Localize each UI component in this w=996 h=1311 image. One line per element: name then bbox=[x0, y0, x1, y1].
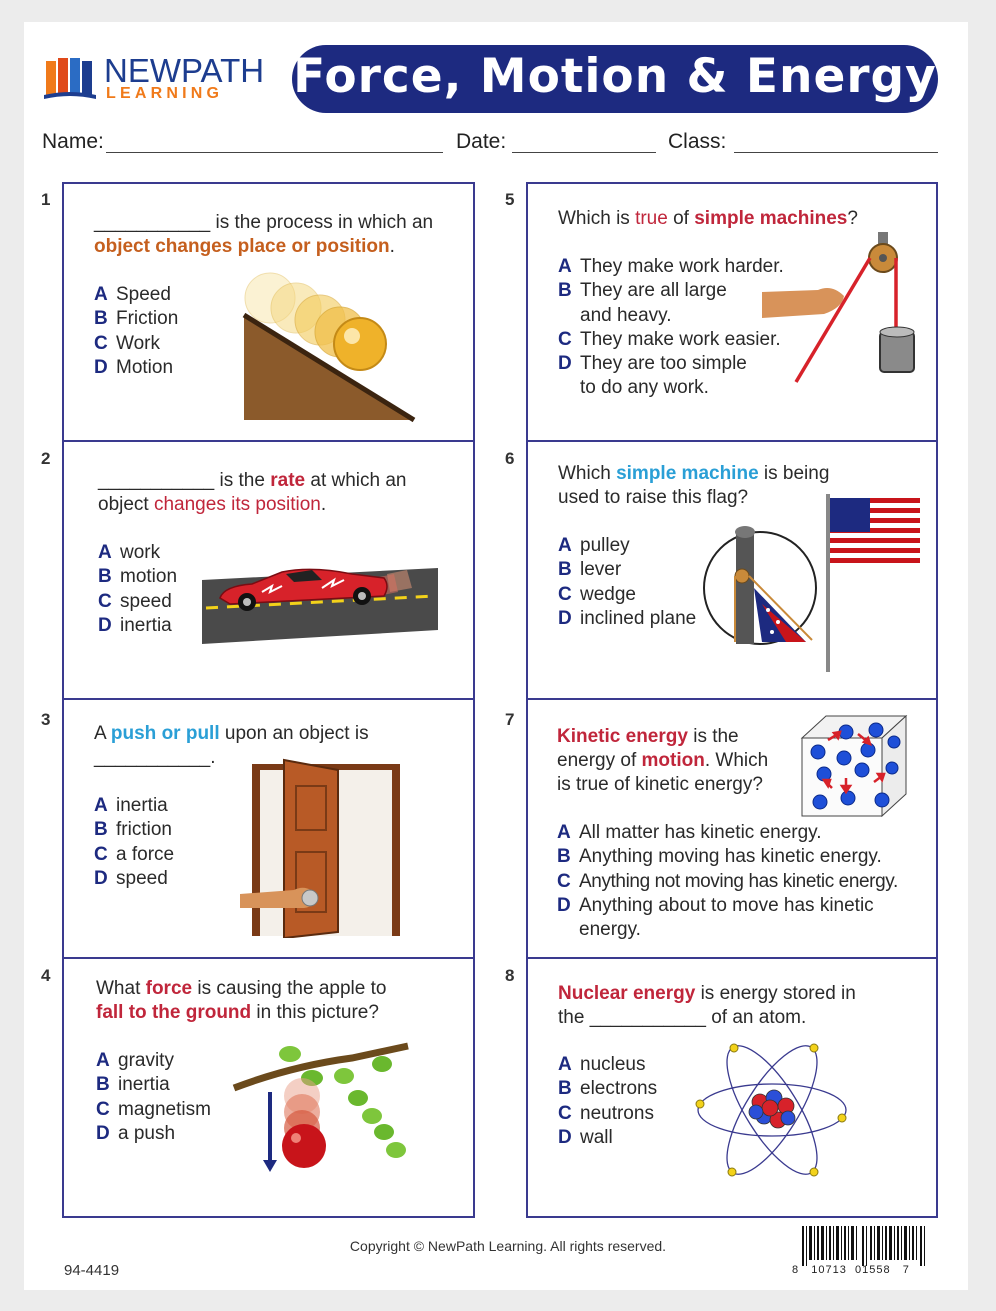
answer-option[interactable] bbox=[558, 583, 696, 607]
option-letter: A bbox=[94, 795, 108, 816]
question-text-part: is the bbox=[687, 726, 739, 747]
option-text: pulley bbox=[580, 535, 630, 556]
question-text-part: A bbox=[94, 723, 111, 744]
newpath-logo bbox=[44, 52, 274, 105]
question-number: 3 bbox=[41, 710, 51, 729]
question-text-part: the bbox=[558, 1007, 590, 1028]
question-text-part: is energy stored in bbox=[695, 983, 856, 1004]
option-text: Anything moving has kinetic energy. bbox=[579, 846, 882, 868]
question-text-part: ? bbox=[847, 208, 858, 229]
option-letter: B bbox=[94, 308, 108, 330]
flag-pulley-illustration bbox=[702, 492, 924, 674]
answer-option[interactable] bbox=[558, 1102, 657, 1126]
option-letter: A bbox=[558, 535, 572, 556]
option-letter: A bbox=[96, 1050, 110, 1071]
answer-option[interactable] bbox=[94, 332, 178, 356]
answer-options bbox=[558, 534, 696, 631]
option-text: speed bbox=[116, 867, 168, 889]
question-text bbox=[558, 982, 856, 1030]
answer-option[interactable] bbox=[94, 794, 174, 818]
option-letter: D bbox=[94, 356, 108, 378]
question-number: 1 bbox=[41, 190, 51, 209]
grid-line bbox=[526, 957, 938, 959]
answer-option[interactable] bbox=[94, 307, 178, 331]
grid-line bbox=[526, 698, 938, 700]
answer-option[interactable] bbox=[557, 870, 898, 894]
question-text bbox=[557, 725, 768, 797]
answer-option[interactable] bbox=[557, 894, 898, 943]
book-logo-icon bbox=[44, 55, 96, 101]
question-number: 6 bbox=[505, 449, 515, 468]
answer-option[interactable] bbox=[558, 1077, 657, 1101]
answer-blank: ___________ bbox=[94, 212, 211, 233]
question-text-part: of bbox=[667, 208, 695, 229]
option-text: All matter has kinetic energy. bbox=[579, 822, 822, 843]
option-letter: B bbox=[96, 1074, 110, 1096]
option-letter: D bbox=[558, 607, 572, 629]
question-keyword: object changes place or position bbox=[94, 236, 390, 257]
option-text: They are all large bbox=[580, 280, 727, 302]
option-text: They make work easier. bbox=[580, 328, 781, 350]
answer-option[interactable] bbox=[557, 821, 898, 845]
option-text: lever bbox=[580, 559, 622, 581]
date-label: Date: bbox=[456, 130, 507, 153]
answer-options bbox=[557, 821, 898, 942]
option-text: inertia bbox=[120, 614, 172, 636]
question-keyword: simple machines bbox=[694, 208, 848, 229]
question-text-part: used to raise this flag? bbox=[558, 487, 749, 508]
option-text: wedge bbox=[580, 583, 636, 605]
question-number: 7 bbox=[505, 710, 515, 729]
option-text: gravity bbox=[118, 1050, 174, 1071]
answer-option[interactable] bbox=[558, 607, 696, 631]
option-text: nucleus bbox=[580, 1054, 646, 1075]
answer-option[interactable] bbox=[94, 283, 178, 307]
grid-line bbox=[526, 182, 938, 184]
answer-option[interactable] bbox=[558, 352, 784, 401]
grid-line bbox=[62, 440, 475, 442]
question-text-part: What bbox=[96, 978, 146, 999]
barcode-digit: 7 bbox=[902, 1264, 910, 1276]
option-letter: C bbox=[98, 590, 112, 612]
moving-particles-cube-illustration bbox=[798, 712, 910, 820]
answer-option[interactable] bbox=[558, 1126, 657, 1150]
question-text-part: . bbox=[320, 494, 327, 515]
answer-option[interactable] bbox=[94, 867, 174, 891]
answer-options bbox=[94, 794, 174, 891]
question-keyword: fall to the ground bbox=[96, 1002, 252, 1023]
barcode-digits: 01558 bbox=[855, 1264, 891, 1276]
option-letter: C bbox=[558, 328, 572, 350]
option-letter: B bbox=[558, 1078, 572, 1100]
answer-option[interactable] bbox=[96, 1122, 211, 1146]
option-text: a force bbox=[116, 843, 175, 865]
option-text-continued: and heavy. bbox=[580, 304, 672, 326]
grid-line bbox=[62, 957, 475, 959]
product-code: 94-4419 bbox=[64, 1262, 120, 1279]
option-letter: C bbox=[96, 1098, 110, 1120]
answer-options bbox=[96, 1049, 211, 1146]
falling-apple-illustration bbox=[232, 1036, 412, 1174]
question-keyword: Nuclear energy bbox=[558, 983, 696, 1004]
question-text-part: is being bbox=[758, 463, 830, 484]
question-text-part: Which bbox=[558, 463, 617, 484]
answer-option[interactable] bbox=[96, 1073, 211, 1097]
option-letter: C bbox=[94, 332, 108, 354]
answer-blank: ___________ bbox=[589, 1007, 706, 1028]
question-text bbox=[96, 977, 386, 1025]
answer-option[interactable] bbox=[96, 1098, 211, 1122]
title-banner bbox=[292, 45, 938, 113]
answer-option[interactable] bbox=[558, 534, 696, 558]
option-letter: D bbox=[558, 353, 572, 375]
question-text-part: is true of kinetic energy? bbox=[557, 774, 763, 795]
logo-text-newpath: NEWPATH bbox=[104, 52, 265, 89]
option-text: work bbox=[120, 542, 161, 563]
question-keyword: rate bbox=[270, 470, 306, 491]
option-text: electrons bbox=[580, 1078, 658, 1100]
option-letter: C bbox=[557, 870, 571, 892]
answer-options bbox=[94, 283, 178, 380]
page-title: Force, Motion & Energy bbox=[293, 49, 937, 104]
answer-option[interactable] bbox=[98, 565, 177, 589]
grid-line bbox=[62, 1216, 475, 1218]
question-keyword: true bbox=[635, 208, 668, 229]
name-field[interactable] bbox=[106, 152, 443, 153]
grid-line bbox=[936, 182, 938, 1218]
grid-line bbox=[62, 698, 475, 700]
answer-option[interactable] bbox=[94, 818, 174, 842]
student-info-row bbox=[0, 128, 996, 158]
option-letter: B bbox=[558, 280, 572, 302]
option-text: a push bbox=[118, 1122, 176, 1144]
grid-line bbox=[473, 182, 475, 1218]
question-number: 2 bbox=[41, 449, 51, 468]
answer-option[interactable] bbox=[557, 845, 898, 869]
question-text-part: . Which bbox=[704, 750, 769, 771]
option-text: Anything about to move has kinetic bbox=[579, 894, 874, 916]
option-letter: D bbox=[96, 1122, 110, 1144]
question-keyword: changes its position bbox=[153, 494, 321, 515]
question-keyword: motion bbox=[641, 750, 705, 771]
grid-line bbox=[526, 182, 528, 1218]
option-text: motion bbox=[120, 566, 178, 588]
class-label: Class: bbox=[668, 130, 727, 153]
option-letter: D bbox=[98, 614, 112, 636]
option-text: Motion bbox=[116, 356, 174, 378]
us-flag-icon bbox=[830, 498, 920, 564]
barcode-digit: 8 bbox=[792, 1264, 800, 1276]
question-text-part: upon an object is bbox=[219, 723, 369, 744]
option-letter: B bbox=[94, 819, 108, 841]
option-letter: C bbox=[558, 1102, 572, 1124]
answer-options bbox=[558, 255, 784, 401]
answer-option[interactable] bbox=[98, 590, 177, 614]
question-number: 8 bbox=[505, 966, 515, 985]
question-text-part: energy of bbox=[557, 750, 642, 771]
option-letter: B bbox=[558, 559, 572, 581]
option-letter: C bbox=[558, 583, 572, 605]
answer-option[interactable] bbox=[558, 1053, 657, 1077]
answer-options bbox=[98, 541, 177, 638]
option-text: speed bbox=[120, 590, 172, 612]
question-text-part: . bbox=[389, 236, 395, 257]
option-text-continued: to do any work. bbox=[580, 377, 709, 399]
question-text-part: at which an bbox=[305, 470, 407, 491]
barcode-number bbox=[792, 1264, 910, 1276]
question-text bbox=[94, 211, 433, 259]
option-letter: D bbox=[557, 894, 571, 916]
answer-option[interactable] bbox=[94, 843, 174, 867]
option-letter: D bbox=[94, 867, 108, 889]
option-text: Speed bbox=[116, 284, 171, 305]
answer-option[interactable] bbox=[558, 558, 696, 582]
barcode-digits: 10713 bbox=[811, 1264, 847, 1276]
question-text-part: is the process in which an bbox=[210, 212, 434, 233]
answer-blank: ___________ bbox=[98, 470, 215, 491]
question-keyword: simple machine bbox=[616, 463, 759, 484]
name-label: Name: bbox=[42, 130, 104, 153]
question-text-part: Which is bbox=[558, 208, 636, 229]
race-car-road-illustration bbox=[202, 552, 438, 644]
option-text-continued: energy. bbox=[579, 919, 641, 941]
question-text bbox=[98, 469, 407, 517]
grid-line bbox=[62, 182, 64, 1218]
option-text: They are too simple bbox=[580, 353, 747, 375]
answer-option[interactable] bbox=[94, 356, 178, 380]
option-letter: A bbox=[98, 542, 112, 563]
option-text: Work bbox=[116, 332, 160, 354]
question-keyword: Kinetic energy bbox=[557, 726, 688, 747]
option-text: friction bbox=[116, 819, 172, 841]
date-field[interactable] bbox=[512, 152, 656, 153]
option-text: magnetism bbox=[118, 1098, 211, 1120]
answer-blank: ___________. bbox=[94, 747, 216, 768]
barcode-icon bbox=[800, 1226, 930, 1266]
option-text: wall bbox=[580, 1126, 613, 1148]
question-text-part: in this picture? bbox=[251, 1002, 379, 1023]
option-letter: A bbox=[557, 822, 571, 843]
answer-option[interactable] bbox=[98, 541, 177, 565]
option-text: inertia bbox=[118, 1074, 170, 1096]
answer-option[interactable] bbox=[558, 255, 784, 279]
door-push-illustration bbox=[240, 756, 405, 938]
answer-option[interactable] bbox=[98, 614, 177, 638]
question-text-part: object bbox=[98, 494, 154, 515]
option-text: Friction bbox=[116, 308, 179, 330]
grid-line bbox=[526, 440, 938, 442]
option-text: Anything not moving has kinetic energy. bbox=[579, 870, 898, 892]
answer-option[interactable] bbox=[558, 328, 784, 352]
option-letter: A bbox=[558, 1054, 572, 1075]
pulley-machine-illustration bbox=[762, 228, 922, 384]
copyright-text: Copyright © NewPath Learning. All rights reserved. bbox=[349, 1238, 667, 1254]
option-letter: D bbox=[558, 1126, 572, 1148]
option-letter: B bbox=[557, 846, 571, 868]
option-text: They make work harder. bbox=[580, 256, 784, 277]
answer-option[interactable] bbox=[558, 279, 784, 328]
rolling-ball-ramp-illustration bbox=[238, 270, 418, 425]
option-text: neutrons bbox=[580, 1102, 654, 1124]
question-text-part: of an atom. bbox=[705, 1007, 807, 1028]
question-keyword: push or pull bbox=[110, 723, 220, 744]
question-keyword: force bbox=[145, 978, 193, 999]
answer-option[interactable] bbox=[96, 1049, 211, 1073]
logo-text-learning: LEARNING bbox=[106, 85, 224, 102]
class-field[interactable] bbox=[734, 152, 938, 153]
grid-line bbox=[526, 1216, 938, 1218]
answer-options bbox=[558, 1053, 657, 1150]
option-letter: B bbox=[98, 566, 112, 588]
option-text: inertia bbox=[116, 795, 168, 816]
question-text-part: is the bbox=[214, 470, 271, 491]
question-number: 4 bbox=[41, 966, 51, 985]
option-letter: A bbox=[94, 284, 108, 305]
option-text: inclined plane bbox=[580, 607, 697, 629]
option-letter: A bbox=[558, 256, 572, 277]
atom-illustration bbox=[690, 1040, 850, 1180]
question-number: 5 bbox=[505, 190, 515, 209]
option-letter: C bbox=[94, 843, 108, 865]
grid-line bbox=[62, 182, 475, 184]
question-text-part: is causing the apple to bbox=[192, 978, 387, 999]
